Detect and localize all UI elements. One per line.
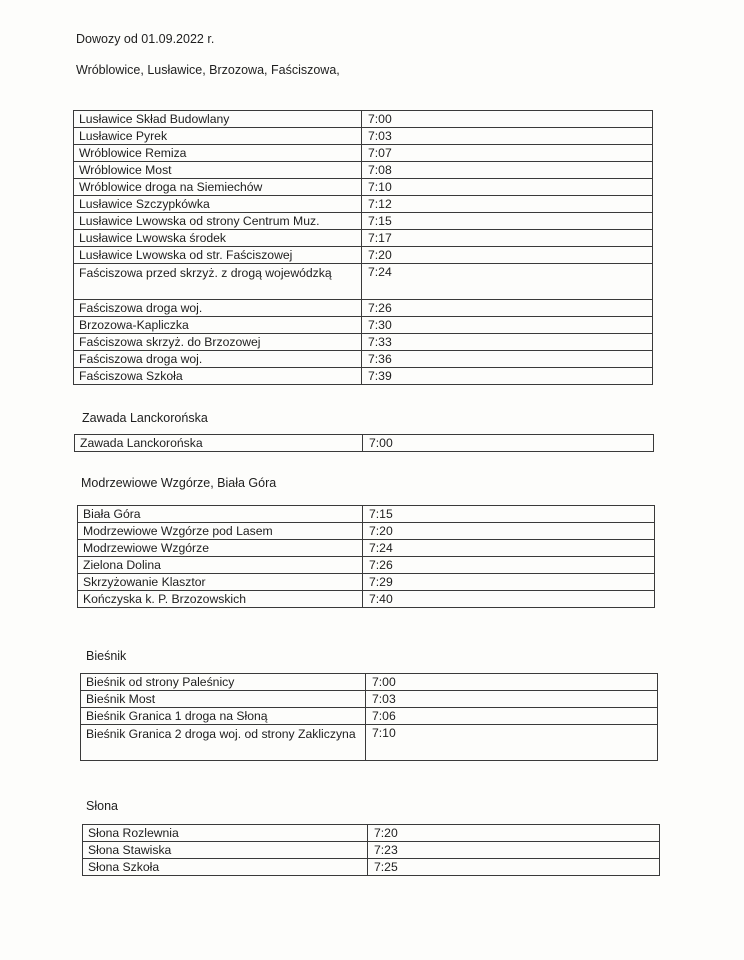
stop-name: Biała Góra <box>78 506 363 523</box>
departure-time: 7:15 <box>363 506 655 523</box>
departure-time: 7:24 <box>362 264 653 300</box>
stop-name: Modrzewiowe Wzgórze <box>78 540 363 557</box>
departure-time: 7:24 <box>363 540 655 557</box>
departure-time: 7:15 <box>362 213 653 230</box>
table-row <box>78 574 655 591</box>
schedule-body-1 <box>74 111 653 385</box>
stop-name: Faściszowa skrzyż. do Brzozowej <box>74 334 362 351</box>
table-row <box>83 859 660 876</box>
stop-name: Kończyska k. P. Brzozowskich <box>78 591 363 608</box>
section-title-slona: Słona <box>86 799 118 813</box>
stop-name: Faściszowa Szkoła <box>74 368 362 385</box>
departure-time: 7:30 <box>362 317 653 334</box>
stop-name: Słona Szkoła <box>83 859 368 876</box>
departure-time: 7:08 <box>362 162 653 179</box>
schedule-table-5 <box>82 824 660 876</box>
departure-time: 7:20 <box>363 523 655 540</box>
stop-name: Lusławice Szczypkówka <box>74 196 362 213</box>
stop-name: Lusławice Skład Budowlany <box>74 111 362 128</box>
areas-heading: Wróblowice, Lusławice, Brzozowa, Faściszowa, <box>76 63 340 77</box>
schedule-table-2 <box>74 434 654 452</box>
departure-time: 7:17 <box>362 230 653 247</box>
table-row <box>83 842 660 859</box>
departure-time: 7:10 <box>366 725 658 761</box>
stop-name: Wróblowice droga na Siemiechów <box>74 179 362 196</box>
departure-time: 7:20 <box>362 247 653 264</box>
stop-name: Bieśnik Granica 1 droga na Słoną <box>81 708 366 725</box>
table-row <box>81 674 658 691</box>
departure-time: 7:00 <box>363 435 654 452</box>
departure-time: 7:26 <box>362 300 653 317</box>
departure-time: 7:23 <box>368 842 660 859</box>
table-row <box>74 317 653 334</box>
stop-name: Zielona Dolina <box>78 557 363 574</box>
table-row <box>81 725 658 761</box>
schedule-table-1 <box>73 110 653 385</box>
schedule-table-4 <box>80 673 658 761</box>
stop-name: Lusławice Lwowska środek <box>74 230 362 247</box>
table-row <box>74 179 653 196</box>
table-row <box>74 111 653 128</box>
table-row <box>78 540 655 557</box>
schedule-body-2 <box>75 435 654 452</box>
departure-time: 7:33 <box>362 334 653 351</box>
stop-name: Faściszowa przed skrzyż. z drogą wojewódzką <box>74 264 362 300</box>
date-heading: Dowozy od 01.09.2022 r. <box>76 32 215 46</box>
departure-time: 7:00 <box>362 111 653 128</box>
stop-name: Skrzyżowanie Klasztor <box>78 574 363 591</box>
section-title-biesnik: Bieśnik <box>86 649 127 663</box>
departure-time: 7:12 <box>362 196 653 213</box>
stop-name: Faściszowa droga woj. <box>74 351 362 368</box>
stop-name: Faściszowa droga woj. <box>74 300 362 317</box>
table-row <box>74 196 653 213</box>
table-row <box>74 334 653 351</box>
departure-time: 7:29 <box>363 574 655 591</box>
departure-time: 7:07 <box>362 145 653 162</box>
stop-name: Słona Rozlewnia <box>83 825 368 842</box>
table-row <box>78 591 655 608</box>
stop-name: Słona Stawiska <box>83 842 368 859</box>
stop-name: Modrzewiowe Wzgórze pod Lasem <box>78 523 363 540</box>
stop-name: Bieśnik Most <box>81 691 366 708</box>
table-row <box>74 145 653 162</box>
table-row <box>75 435 654 452</box>
table-row <box>78 557 655 574</box>
stop-name: Wróblowice Remiza <box>74 145 362 162</box>
departure-time: 7:40 <box>363 591 655 608</box>
table-row <box>74 300 653 317</box>
stop-name: Lusławice Lwowska od str. Faściszowej <box>74 247 362 264</box>
stop-name: Lusławice Lwowska od strony Centrum Muz. <box>74 213 362 230</box>
departure-time: 7:39 <box>362 368 653 385</box>
departure-time: 7:03 <box>362 128 653 145</box>
stop-name: Brzozowa-Kapliczka <box>74 317 362 334</box>
table-row <box>74 247 653 264</box>
table-row <box>74 162 653 179</box>
table-row <box>81 691 658 708</box>
table-row <box>78 506 655 523</box>
departure-time: 7:06 <box>366 708 658 725</box>
table-row <box>81 708 658 725</box>
departure-time: 7:10 <box>362 179 653 196</box>
stop-name: Lusławice Pyrek <box>74 128 362 145</box>
schedule-body-3 <box>78 506 655 608</box>
table-row <box>74 128 653 145</box>
schedule-table-3 <box>77 505 655 608</box>
stop-name: Bieśnik Granica 2 droga woj. od strony Zakliczyna <box>81 725 366 761</box>
departure-time: 7:00 <box>366 674 658 691</box>
departure-time: 7:36 <box>362 351 653 368</box>
schedule-body-5 <box>83 825 660 876</box>
departure-time: 7:20 <box>368 825 660 842</box>
table-row <box>78 523 655 540</box>
table-row <box>74 213 653 230</box>
departure-time: 7:03 <box>366 691 658 708</box>
section-title-zawada: Zawada Lanckorońska <box>82 411 208 425</box>
stop-name: Wróblowice Most <box>74 162 362 179</box>
table-row <box>74 230 653 247</box>
section-title-modrzewiowe: Modrzewiowe Wzgórze, Biała Góra <box>81 476 277 490</box>
table-row <box>83 825 660 842</box>
table-row <box>74 368 653 385</box>
stop-name: Zawada Lanckorońska <box>75 435 363 452</box>
schedule-body-4 <box>81 674 658 761</box>
departure-time: 7:26 <box>363 557 655 574</box>
departure-time: 7:25 <box>368 859 660 876</box>
stop-name: Bieśnik od strony Paleśnicy <box>81 674 366 691</box>
table-row <box>74 264 653 300</box>
table-row <box>74 351 653 368</box>
